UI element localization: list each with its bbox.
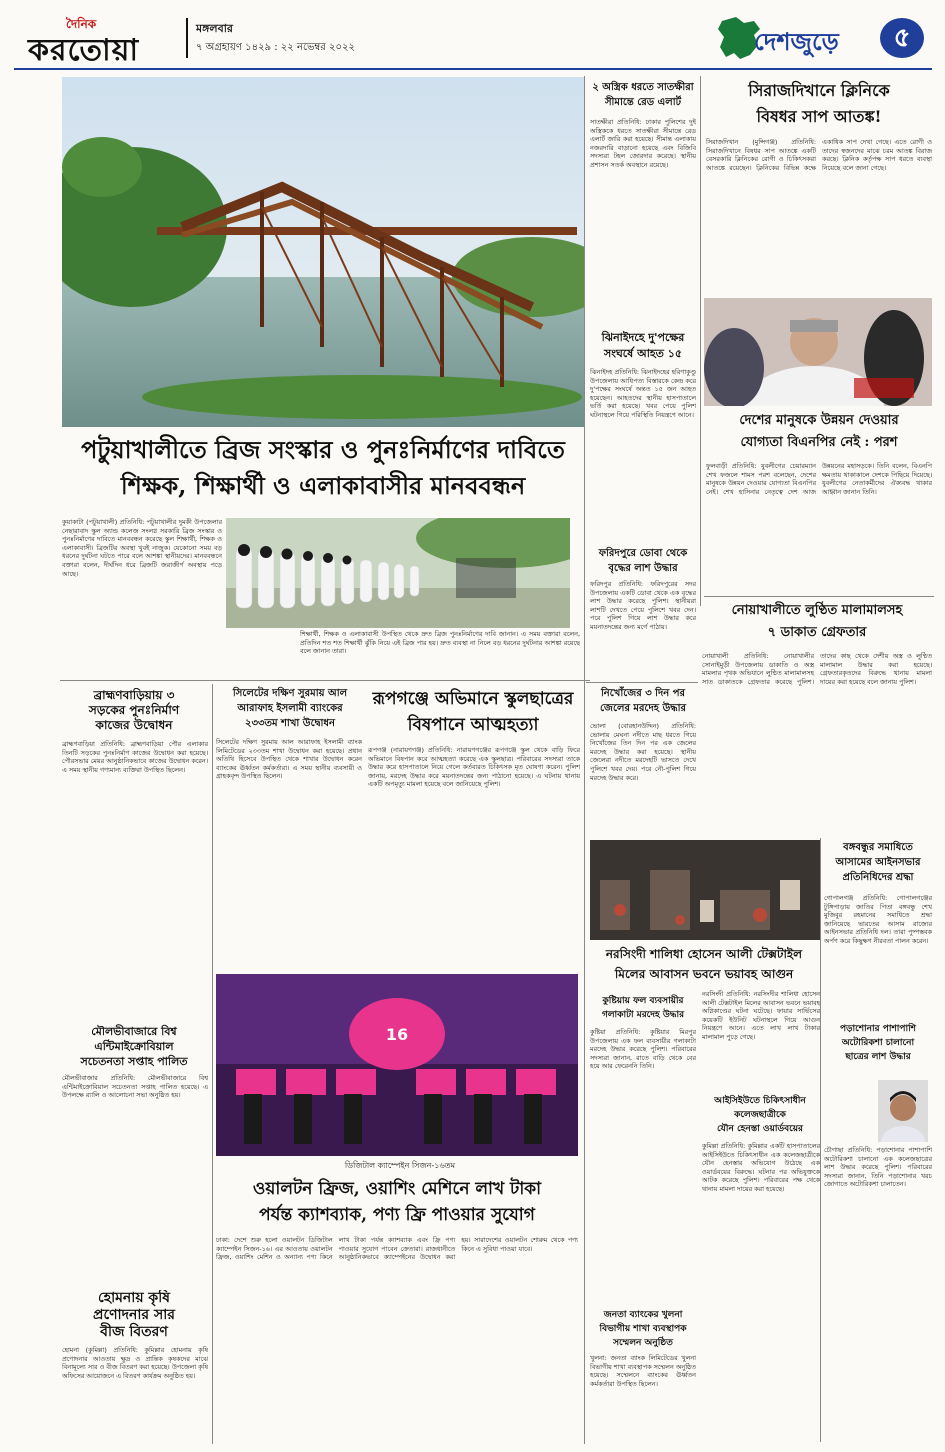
narsingdi-headline-l1: নরসিংদী শালিধা হোসেন আলী টেক্সটাইল: [605, 947, 803, 961]
faridpur-headline-l2: বৃদ্ধের লাশ উদ্ধার: [608, 563, 678, 574]
moulvibazar-body: মৌলভীবাজার প্রতিনিধি: মৌলভীবাজারে বিশ্ব এন্টিমাইক্রোবিয়াল সচেতনতা সপ্তাহ পালিত হয়েছে। এ উপলক্ষে র‍্যালি ও আলোচনা সভা অনুষ্ঠিত হয়।: [62, 1074, 208, 1100]
chatro-headline: [822, 1022, 934, 1066]
newspaper-logo-small: দৈনিক: [66, 17, 97, 31]
noakhali-headline-l2: ৭ ডাকাত গ্রেফতার: [767, 625, 867, 640]
masthead: [14, 14, 934, 66]
kushtia-headline: [588, 994, 698, 1026]
nikhoj-body: ভোলা (বোরহানউদ্দিন) প্রতিনিধি: ভোলায় মেঘনা নদীতে মাছ ধরতে গিয়ে নিখোঁজের তিন দিন পর এক জেলের মরদেহ উদ্ধার করা হয়েছে। স্থানীয় জেলেরা নদীতে মরদেহটি ভাসতে দেখে পুলিশে খবর দেয়। পরে নৌ-পুলিশ গিয়ে মরদেহ উদ্ধার করে।: [590, 722, 696, 782]
faridpur-headline-l1: ফরিদপুরে ডোবা থেকে: [598, 548, 688, 559]
satkhira-body: সাতক্ষীরা প্রতিনিধি: ঢাকার পুলিশের দুই অস্ত্রিককে ধরতে সাতক্ষীরা সীমান্তে রেড এলার্ট জারি করা হয়েছে। সীমান্ত এলাকায় নজরদারি বাড়ানো হয়েছে এবং বিজিবি সদস্যরা টহল জোরদার করেছে। স্থানীয় প্রশাসন সতর্ক অবস্থানে রয়েছে।: [590, 118, 696, 169]
col-divider: [212, 684, 213, 1444]
satkhira-headline-l2: সীমান্তে রেড এলার্ট: [604, 97, 682, 108]
chatro-headline-l1: পড়াশোনার পাশাপাশি: [839, 1024, 917, 1034]
icu-body: কুমিল্লা প্রতিনিধি: কুমিল্লার একটি হাসপাতালের আইসিইউতে চিকিৎসাধীন এক কলেজছাত্রীকে যৌন হেনস্তার অভিযোগ উঠেছে এক ওয়ার্ডবয়ের বিরুদ্ধে। ঘটনার পর অভিযুক্তকে আটক করেছে পুলিশ। পরিবারের পক্ষ থেকে থানায় মামলা দায়ের করা হয়েছে।: [702, 1142, 820, 1193]
poresh-body: ফুলবাড়ী প্রতিনিধি: যুবলীগের চেয়ারম্যান শেখ ফজলে শামস পরশ বলেছেন, দেশের মানুষকে উন্নয়ন দেওয়ার যোগ্যতা বিএনপির নেই। শেখ হাসিনার নেতৃত্বে দেশ আজ উন্নয়নের মহাসড়কে। তিনি বলেন, বিএনপি ক্ষমতায় থাকাকালে দেশকে পিছিয়ে দিয়েছে। যুবলীগের নেতাকর্মীদের ঐক্যবদ্ধ থাকার আহ্বান জানান তিনি।: [706, 462, 932, 496]
bramon-headline: [60, 688, 208, 738]
divider: [60, 680, 590, 681]
section-badge: [714, 14, 932, 64]
lead-body-right: শিক্ষার্থী, শিক্ষক ও এলাকাবাসী উপস্থিত থেকে দ্রুত ব্রিজ পুনঃনির্মাণের দাবি জানান। এ সময় বক্তারা বলেন, প্রতিদিন শত শত শিক্ষার্থী ঝুঁকি নিয়ে এই ব্রিজ পার হয়। দ্রুত ব্যবস্থা না নিলে বড় ধরনের দুর্ঘটনার আশঙ্কা রয়েছে বলে জানান তারা।: [300, 630, 580, 656]
walton-event-photo: [216, 974, 578, 1156]
chatro-headline-l3: ছাত্রের লাশ উদ্ধার: [845, 1052, 911, 1062]
divider: [704, 596, 934, 597]
poresh-headline-l2: যোগ্যতা বিএনপির নেই : পরশ: [740, 435, 898, 450]
jhenaidah-headline-l1: ঝিনাইদহে দু'পক্ষের: [601, 331, 685, 344]
masthead-rule: [14, 68, 932, 70]
bramon-headline-l3: কাজের উদ্বোধন: [95, 718, 173, 732]
nikhoj-headline-l2: জেলের মরদেহ উদ্ধার: [599, 703, 687, 714]
narsingdi-headline-l2: মিলের আবাসন ভবনে ভয়াবহ আগুন: [614, 967, 794, 981]
homna-headline-l3: বীজ বিতরণ: [100, 1324, 168, 1340]
janata-headline-l2: বিভাগীয় শাখা ব্যবস্থাপক: [599, 1324, 687, 1334]
bangabandhu-body: গোপালগঞ্জ প্রতিনিধি: গোপালগঞ্জের টুঙ্গিপাড়ায় জাতির পিতা বঙ্গবন্ধু শেখ মুজিবুর রহমানের সমাধিতে শ্রদ্ধা জানিয়েছে ভারতের আসাম রাজ্যের আইনসভার প্রতিনিধি দল। তারা পুষ্পস্তবক অর্পণ করে কিছুক্ষণ নীরবতা পালন করেন।: [824, 894, 932, 945]
jhenaidah-headline-l2: সংঘর্ষে আহত ১৫: [603, 347, 683, 360]
protest-photo: [226, 518, 570, 628]
kushtia-headline-l1: কুষ্টিয়ায় ফল ব্যবসায়ীর: [602, 996, 684, 1006]
chatro-headline-l2: অটোরিকশা চালানো: [841, 1038, 915, 1048]
page-number: ৫: [893, 23, 911, 53]
nikhoj-headline: [588, 686, 698, 720]
rupganj-body: রূপগঞ্জ (নারায়ণগঞ্জ) প্রতিনিধি: নারায়ণগঞ্জের রূপগঞ্জে স্কুল থেকে বাড়ি ফিরে অভিমানে বিষপান করে আত্মহত্যা করেছে এক স্কুলছাত্র। পরিবারের সদস্যরা তাকে উদ্ধার করে হাসপাতালে নিয়ে গেলে কর্তব্যরত চিকিৎসক মৃত ঘোষণা করেন। পুলিশ জানায়, মরদেহ উদ্ধার করে ময়নাতদন্তের জন্য পাঠানো হয়েছে। এ ঘটনায় থানায় একটি অপমৃত্যু মামলা হয়েছে বলে জানিয়েছে পুলিশ।: [368, 746, 580, 789]
janata-headline-l3: সম্মেলন অনুষ্ঠিত: [613, 1338, 673, 1348]
sirajdikhan-headline-l1: সিরাজদিখানে ক্লিনিকে: [748, 81, 890, 100]
newspaper-logo: করতোয়া: [28, 33, 140, 66]
lead-body-left: কুয়াকাটা (পটুয়াখালী) প্রতিনিধি: পটুয়াখালীর দুমকী উপজেলার নেছারাবাদ স্কুল অ্যান্ড কলেজ সংলগ্ন সরকারি ব্রিজ সংস্কার ও পুনঃনির্মাণের দাবিতে মানববন্ধন করেছে স্কুল শিক্ষার্থী, শিক্ষক ও এলাকাবাসী। ব্রিজটির অবস্থা খুবই নাজুক। যেকোনো সময় বড় ধরনের দুর্ঘটনা ঘটতে পারে বলে আশঙ্কা স্থানীয়দের। মানববন্ধনে বক্তারা বলেন, দীর্ঘদিন ধরে ব্রিজটি জরাজীর্ণ অবস্থায় পড়ে আছে।: [62, 518, 222, 578]
janata-headline: [588, 1308, 698, 1352]
moulvibazar-headline-l2: এন্টিমাইক্রোবিয়াল: [94, 1040, 174, 1053]
faridpur-body: ফরিদপুর প্রতিনিধি: ফরিদপুরের সদর উপজেলায় একটি ডোবা থেকে এক বৃদ্ধের লাশ উদ্ধার করেছে পুলিশ। স্থানীয়রা লাশটি দেখতে পেয়ে পুলিশে খবর দেন। পরে পুলিশ গিয়ে লাশ উদ্ধার করে ময়নাতদন্তের জন্য মর্গে পাঠায়।: [590, 580, 696, 631]
divider: [586, 682, 698, 683]
col-divider: [584, 76, 585, 1444]
nikhoj-headline-l1: নিখোঁজের ৩ দিন পর: [600, 688, 686, 699]
icu-headline-l1: আইসিইউতে চিকিৎসাধীন কলেজছাত্রীকে: [714, 1096, 806, 1120]
poresh-photo: [704, 298, 932, 406]
bramon-headline-l2: সড়কের পুনঃনির্মাণ: [88, 703, 180, 717]
narsingdi-headline: [588, 944, 820, 988]
lead-headline: [58, 432, 588, 512]
col-divider: [700, 76, 701, 606]
walton-body: ঢাকা: দেশে শুরু হলো ওয়ালটন ডিজিটাল ক্যাম্পেইন সিজন-১৬। এর আওতায় ওয়ালটন ফ্রিজ, ওয়াশিং মেশিন ও অন্যান্য পণ্য কিনে লাখ টাকা পর্যন্ত ক্যাশব্যাক এবং ফ্রি পণ্য পাওয়ার সুযোগ পাবেন ক্রেতারা। রাজধানীতে আনুষ্ঠানিকভাবে ক্যাম্পেইনের উদ্বোধন করা হয়। সারাদেশের ওয়ালটন শোরুম থেকে পণ্য কিনে এ সুবিধা পাওয়া যাবে।: [216, 1236, 578, 1262]
walton-caption: ডিজিটাল ক্যাম্পেইন সিজন-১৬তম: [344, 1161, 456, 1170]
sylhet-headline: [216, 686, 364, 736]
section-title: দেশজুড়ে: [754, 27, 839, 56]
homna-headline-l1: হোমনায় কৃষি: [98, 1290, 170, 1306]
noakhali-headline-l1: নোয়াখালীতে লুণ্ঠিত মালামালসহ: [731, 603, 903, 618]
svg-text:16: 16: [385, 1025, 409, 1044]
poresh-headline: [704, 410, 934, 458]
kushtia-body: কুষ্টিয়া প্রতিনিধি: কুষ্টিয়ার মিরপুর উপজেলায় এক ফল ব্যবসায়ীর গলাকাটা মরদেহ উদ্ধার করেছে পুলিশ। পরিবারের সদস্যরা জানান, রাতে বাড়ি থেকে বের হয়ে আর ফেরেননি তিনি।: [590, 1028, 696, 1071]
sirajdikhan-body: সিরাজদিখান (মুন্সিগঞ্জ) প্রতিনিধি: সিরাজদিখানে বিষধর সাপ আতঙ্কে একটি বেসরকারি ক্লিনিকের রোগী ও চিকিৎসকরা আতঙ্কে রয়েছেন। ক্লিনিকের বিভিন্ন কক্ষে একাধিক সাপ দেখা গেছে। এতে রোগী ও তাদের স্বজনদের মাঝে চরম আতঙ্ক বিরাজ করছে। ক্লিনিক কর্তৃপক্ষ সাপ ধরতে ব্যবস্থা নিয়েছে বলে জানা গেছে।: [706, 138, 932, 172]
sirajdikhan-headline-l2: বিষধর সাপ আতঙ্ক!: [756, 107, 882, 126]
satkhira-headline-l1: ২ অস্ত্রিক ধরতে সাতক্ষীরা: [592, 82, 694, 93]
icu-headline-l2: যৌন হেনস্তা ওয়ার্ডবয়ের: [717, 1124, 803, 1134]
rupganj-headline-l1: রূপগঞ্জে অভিমানে স্কুলছাত্রের: [372, 689, 574, 709]
bangabandhu-headline: [822, 840, 934, 890]
moulvibazar-headline-l3: সচেতনতা সপ্তাহ পালিত: [80, 1055, 188, 1068]
satkhira-headline: [588, 80, 698, 116]
poresh-headline-l1: দেশের মানুষকে উন্নয়ন দেওয়ার: [739, 413, 899, 428]
issue-date: ৭ অগ্রহায়ণ ১৪২৯ : ২২ নভেম্বর ২০২২: [196, 42, 355, 53]
bramon-body: ব্রাহ্মণবাড়িয়া প্রতিনিধি: ব্রাহ্মণবাড়িয়া পৌর এলাকার তিনটি সড়কের পুনঃনির্মাণ কাজের উদ্বোধন করা হয়েছে। পৌরসভার মেয়র আনুষ্ঠানিকভাবে কাজের উদ্বোধন করেন। এ সময় স্থানীয় গণ্যমান্য ব্যক্তিরা উপস্থিত ছিলেন।: [62, 740, 208, 774]
bangabandhu-headline-l3: প্রতিনিধিদের শ্রদ্ধা: [842, 872, 914, 883]
jhenaidah-headline: [588, 330, 698, 366]
lead-headline-line1: পটুয়াখালীতে ব্রিজ সংস্কার ও পুনঃনির্মাণের দাবিতে: [81, 435, 565, 464]
narsingdi-body: নরসিংদী প্রতিনিধি: নরসিংদীর শালিধা হোসেন আলী টেক্সটাইল মিলের আবাসন ভবনে ভয়াবহ অগ্নিকাণ্ডের ঘটনা ঘটেছে। ফায়ার সার্ভিসের কয়েকটি ইউনিট ঘটনাস্থলে গিয়ে আগুন নিয়ন্ত্রণে আনে। এতে লাখ লাখ টাকার মালামাল পুড়ে গেছে।: [702, 990, 820, 1041]
masthead-divider: [186, 18, 188, 58]
bridge-photo: [62, 77, 584, 427]
lead-headline-line2: শিক্ষক, শিক্ষার্থী ও এলাকাবাসীর মানববন্ধন: [120, 471, 526, 500]
homna-headline: [60, 1290, 208, 1344]
sylhet-headline-l3: ২৩৩তম শাখা উদ্বোধন: [244, 718, 336, 729]
fire-photo: [590, 840, 820, 940]
bangabandhu-headline-l1: বঙ্গবন্ধুর সমাধিতে: [843, 842, 913, 853]
janata-headline-l1: জনতা ব্যাংকের খুলনা: [603, 1310, 683, 1320]
bangabandhu-headline-l2: আসামের আইনসভার: [835, 857, 921, 868]
bramon-headline-l1: ব্রাহ্মণবাড়িয়ায় ৩: [93, 688, 175, 702]
issue-day: মঙ্গলবার: [196, 22, 233, 35]
homna-headline-l2: প্রণোদনার সার: [93, 1307, 175, 1323]
moulvibazar-headline: [60, 1024, 208, 1072]
chatro-body: চৌগাছা প্রতিনিধি: পড়াশোনার পাশাপাশি অটোরিকশা চালানো এক কলেজছাত্রের লাশ উদ্ধার করেছে পুলিশ। পরিবারের সদস্যরা জানান, তিনি পড়াশোনার খরচ জোগাতে অটোরিকশা চালাতেন।: [824, 1146, 932, 1189]
rupganj-headline-l2: বিষপানে আত্মহত্যা: [407, 715, 539, 735]
noakhali-headline: [700, 600, 934, 648]
col-divider: [820, 838, 821, 1442]
icu-headline: [700, 1094, 820, 1138]
moulvibazar-headline-l1: মৌলভীবাজারে বিশ্ব: [91, 1025, 177, 1038]
rupganj-headline: [368, 686, 578, 742]
sylhet-body: সিলেটের দক্ষিণ সুরমায় আল আরাফাহ ইসলামী ব্যাংক লিমিটেডের ২৩৩তম শাখা উদ্বোধন করা হয়েছে। প্রধান অতিথি হিসেবে উপস্থিত থেকে শাখার উদ্বোধন করেন ব্যাংকের ঊর্ধ্বতন কর্মকর্তারা। এ সময় স্থানীয় ব্যবসায়ী ও গ্রাহকবৃন্দ উপস্থিত ছিলেন।: [216, 738, 362, 781]
jhenaidah-body: ঝিনাইদহ প্রতিনিধি: ঝিনাইদহের হরিণাকুণ্ডু উপজেলায় আধিপত্য বিস্তারকে কেন্দ্র করে দু'পক্ষের সংঘর্ষে অন্তত ১৫ জন আহত হয়েছেন। আহতদের স্থানীয় হাসপাতালে ভর্তি করা হয়েছে। খবর পেয়ে পুলিশ ঘটনাস্থলে গিয়ে পরিস্থিতি নিয়ন্ত্রণে আনে।: [590, 368, 696, 419]
page-number-badge: [880, 18, 924, 58]
noakhali-body: নোয়াখালী প্রতিনিধি: নোয়াখালীর সোনাইমুড়ী উপজেলায় ডাকাতি ও অস্ত্র মামলার পৃথক অভিযানে লুণ্ঠিত মালামালসহ সাত ডাকাতকে গ্রেফতার করেছে পুলিশ। তাদের কাছ থেকে দেশীয় অস্ত্র ও লুণ্ঠিত মালামাল উদ্ধার করা হয়েছে। গ্রেফতারকৃতদের বিরুদ্ধে থানায় মামলা দায়ের করা হয়েছে বলে জানায় পুলিশ।: [702, 652, 932, 686]
walton-headline-l1: ওয়ালটন ফ্রিজ, ওয়াশিং মেশিনে লাখ টাকা: [252, 1179, 542, 1199]
walton-headline-l2: পর্যন্ত ক্যাশব্যাক, পণ্য ফ্রি পাওয়ার সুযোগ: [259, 1205, 535, 1225]
sylhet-headline-l2: আরাফাহ ইসলামী ব্যাংকের: [237, 703, 343, 714]
homna-body: হোমনা (কুমিল্লা) প্রতিনিধি: কুমিল্লার হোমনায় কৃষি প্রণোদনার আওতায় ক্ষুদ্র ও প্রান্তিক কৃষকদের মাঝে বিনামূল্যে সার ও বীজ বিতরণ করা হয়েছে। উপজেলা কৃষি অফিসের আয়োজনে এ বিতরণ কার্যক্রম অনুষ্ঠিত হয়।: [62, 1346, 208, 1380]
student-portrait-photo: [878, 1080, 928, 1142]
sirajdikhan-headline: [704, 78, 934, 134]
janata-body: খুলনা: জনতা ব্যাংক লিমিটেডের খুলনা বিভাগীয় শাখা ব্যবস্থাপক সম্মেলন অনুষ্ঠিত হয়েছে। সম্মেলনে ব্যাংকের ঊর্ধ্বতন কর্মকর্তারা উপস্থিত ছিলেন।: [590, 1354, 696, 1388]
sylhet-headline-l1: সিলেটের দক্ষিণ সুরমায় আল: [232, 688, 348, 699]
faridpur-headline: [588, 546, 698, 578]
walton-headline: [214, 1176, 580, 1232]
kushtia-headline-l2: গলাকাটা মরদেহ উদ্ধার: [601, 1010, 685, 1020]
